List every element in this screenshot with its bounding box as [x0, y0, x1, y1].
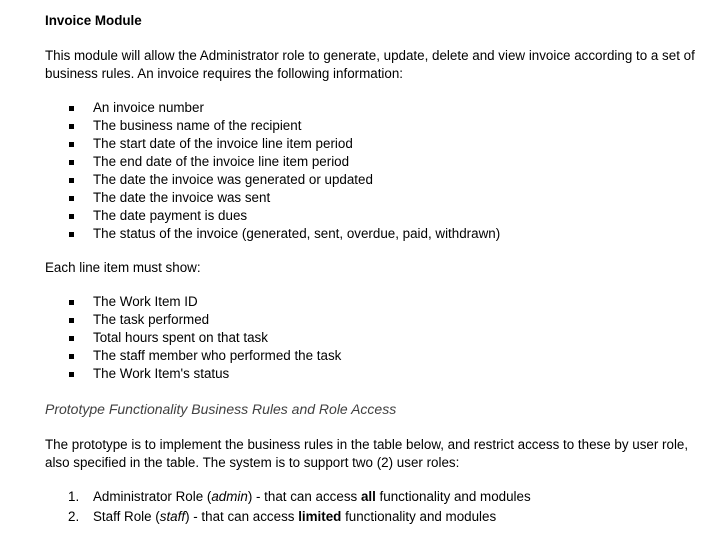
bullet-icon	[69, 318, 74, 323]
bullet-icon	[69, 214, 74, 219]
role-name: Administrator Role (	[93, 489, 212, 504]
list-number: 1.	[68, 489, 80, 504]
list-item: The end date of the invoice line item period	[45, 153, 705, 171]
bullet-icon	[69, 300, 74, 305]
document-page	[45, 10, 705, 527]
bullet-icon	[69, 142, 74, 147]
section-title: Invoice Module	[45, 13, 142, 28]
role-mid: ) - that can access	[247, 489, 361, 504]
role-tail: functionality and modules	[375, 489, 531, 504]
list-item: The start date of the invoice line item period	[45, 135, 705, 153]
list-item: An invoice number	[45, 99, 705, 117]
section-intro: This module will allow the Administrator role to generate, update, delete and view invoice according to a set of business rules. An invoice requires the following information:	[45, 48, 695, 81]
bullet-icon	[69, 196, 74, 201]
role-code: admin	[211, 489, 248, 504]
roles-list	[45, 487, 705, 527]
prototype-intro: The prototype is to implement the business rules in the table below, and restrict access to these by user role, also specified in the table. The system is to support two (2) user roles:	[45, 437, 689, 470]
role-mid: ) - that can access	[185, 509, 299, 524]
list-item: The staff member who performed the task	[45, 347, 705, 365]
list-item: The date payment is dues	[45, 207, 705, 225]
list-item: The Work Item ID	[45, 293, 705, 311]
list-item: The business name of the recipient	[45, 117, 705, 135]
bullet-icon	[69, 160, 74, 165]
bullet-icon	[69, 232, 74, 237]
bullet-icon	[69, 354, 74, 359]
prototype-subheading: Prototype Functionality Business Rules and Role Access	[45, 401, 397, 417]
bullet-icon	[69, 124, 74, 129]
role-item	[45, 487, 705, 507]
bullet-icon	[69, 336, 74, 341]
role-tail: functionality and modules	[341, 509, 497, 524]
list-item: The Work Item's status	[45, 365, 705, 383]
list-number: 2.	[68, 509, 80, 524]
invoice-fields-list	[45, 99, 705, 243]
bullet-icon	[69, 106, 74, 111]
list-item: The status of the invoice (generated, sent, overdue, paid, withdrawn)	[45, 225, 705, 243]
line-item-fields-list	[45, 293, 705, 383]
role-code: staff	[159, 509, 186, 524]
list-item: Total hours spent on that task	[45, 329, 705, 347]
bullet-icon	[69, 372, 74, 377]
role-emphasis: all	[360, 489, 376, 504]
bullet-icon	[69, 178, 74, 183]
list-item: The date the invoice was sent	[45, 189, 705, 207]
list-item: The task performed	[45, 311, 705, 329]
role-emphasis: limited	[298, 509, 342, 524]
role-item	[45, 507, 705, 527]
role-name: Staff Role (	[93, 509, 160, 524]
line-item-intro: Each line item must show:	[45, 260, 201, 275]
list-item: The date the invoice was generated or updated	[45, 171, 705, 189]
